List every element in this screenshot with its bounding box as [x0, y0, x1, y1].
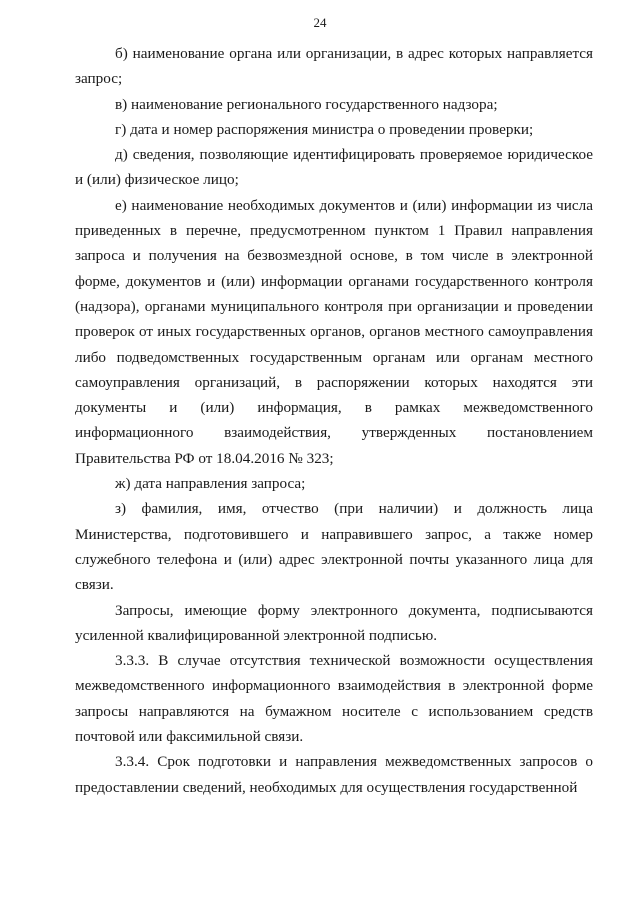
paragraph-item-g: г) дата и номер распоряжения министра о проведении проверки;: [115, 120, 534, 138]
paragraph-item-e: е) наименование необходимых документов и (или) информации из числа приведенных в перечне, предусмотренном пунктом 1 Правил направления запроса и получения на безвозмездной основе, в том числе в электронной форме, документов и (или) информации органами государственного контроля (надзора), органами муниципального контроля при организации и проведении проверок от иных государственных органов, органов местного самоуправления либо подведомственных государственным органам или органам местного самоуправления организаций, в распоряжении которых находятся эти документы и (или) информация, в рамках межведомственного информационного взаимодействия, утвержденных постановлением Правительства РФ от 18.04.2016 № 323;: [75, 196, 593, 467]
paragraph-item-d: д) сведения, позволяющие идентифицировать проверяемое юридическое и (или) физическое лицо;: [75, 146, 593, 189]
document-body: [75, 41, 593, 800]
paragraph-item-zh: ж) дата направления запроса;: [115, 475, 306, 493]
paragraph-item-v: в) наименование регионального государственного надзора;: [115, 95, 498, 113]
paragraph-item-z: з) фамилия, имя, отчество (при наличии) и должность лица Министерства, подготовившего и направившего запрос, а также номер служебного телефона и (или) адрес электронной почты указанного лица для связи.: [75, 500, 593, 594]
page-number: 24: [313, 15, 327, 30]
paragraph-3-3-3: 3.3.3. В случае отсутствия технической возможности осуществления межведомственного информационного взаимодействия в электронной форме запросы направляются на бумажном носителе с использованием средств почтовой или факсимильной связи.: [75, 652, 593, 746]
paragraph-item-b: б) наименование органа или организации, в адрес которых направляется запрос;: [75, 45, 593, 88]
paragraph-electronic-signature: Запросы, имеющие форму электронного документа, подписываются усиленной квалифицированной электронной подписью.: [75, 601, 593, 644]
paragraph-3-3-4: 3.3.4. Срок подготовки и направления межведомственных запросов о предоставлении сведений, необходимых для осуществления государственной: [75, 753, 593, 796]
